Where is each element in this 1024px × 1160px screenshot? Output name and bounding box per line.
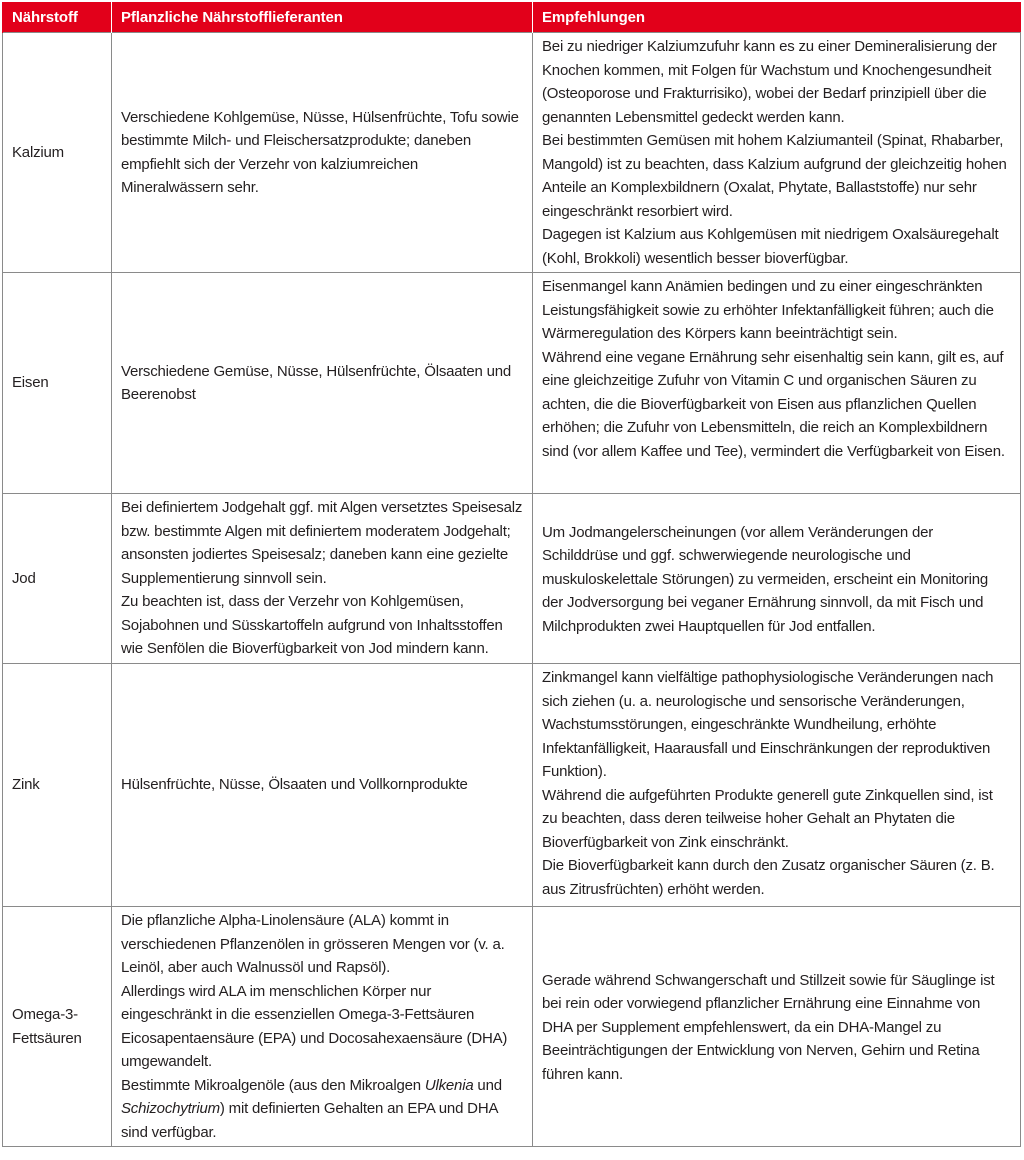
table-row	[3, 907, 1021, 1147]
table-row	[3, 33, 1021, 273]
recommendations-cell	[533, 907, 1021, 1147]
nutrient-cell: Omega-3-Fettsäuren	[3, 907, 112, 1147]
nutrient-table	[2, 2, 1021, 1147]
table-row	[3, 494, 1021, 664]
header-lieferanten: Pflanzliche Nährstofflieferanten	[112, 2, 533, 33]
header-empfehlungen: Empfehlungen	[533, 2, 1021, 33]
recommendations-cell	[533, 273, 1021, 494]
recommendation-paragraph: Die Bioverfügbarkeit kann durch den Zusatz organischer Säuren (z. B. aus Zitrusfrüchten) erhöht werden.	[542, 857, 995, 898]
sources-text: ) mit definierten Gehalten an EPA und DHA sind verfügbar.	[121, 1100, 498, 1141]
nutrient-cell: Jod	[3, 494, 112, 664]
sources-text: Bestimmte Mikroalgenöle (aus den Mikroalgen	[121, 1076, 425, 1094]
recommendation-paragraph: Gerade während Schwangerschaft und Stillzeit sowie für Säuglinge ist bei rein oder vorwiegend pflanzlicher Ernährung eine Einnahme von DHA per Supplement empfehlenswert, da ein DHA-Mangel zu Beeinträchtigungen der Entwicklung von Nerven, Gehirn und Retina führen kann.	[542, 971, 995, 1083]
nutrient-cell: Eisen	[3, 273, 112, 494]
species-ulkenia: Ulkenia	[424, 1076, 474, 1094]
recommendation-paragraph: Eisenmangel kann Anämien bedingen und zu einer eingeschränkten Leistungsfähigkeit sowie zu erhöhter Infektanfälligkeit führen; auch die Wärmeregulation des Körpers kann beeinträchtigt sein.	[542, 278, 994, 342]
nutrient-cell: Zink	[3, 664, 112, 907]
sources-cell: Verschiedene Gemüse, Nüsse, Hülsenfrüchte, Ölsaaten und Beerenobst	[112, 273, 533, 494]
sources-text: und	[473, 1076, 502, 1094]
recommendation-paragraph: Während die aufgeführten Produkte generell gute Zinkquellen sind, ist zu beachten, dass deren teilweise hoher Gehalt an Phytaten die Bioverfügbarkeit von Zink einschränkt.	[542, 786, 993, 851]
sources-paragraph: Bei definiertem Jodgehalt ggf. mit Algen versetztes Speisesalz bzw. bestimmte Algen mit definiertem moderatem Jodgehalt; ansonsten jodiertes Speisesalz; daneben kann eine gezielte Supplementierung sinnvoll sein.	[121, 499, 523, 587]
sources-cell: Verschiedene Kohlgemüse, Nüsse, Hülsenfrüchte, Tofu sowie bestimmte Milch- und Fleischersatzprodukte; daneben empfiehlt sich der Verzehr von kalziumreichen Mineralwässern sehr.	[112, 33, 533, 273]
recommendation-paragraph: Zinkmangel kann vielfältige pathophysiologische Veränderungen nach sich ziehen (u. a. neurologische und sensorische Veränderungen, Wachstumsstörungen, eingeschränkte Wundheilung, erhöhte Infektanfälligkeit, Haarausfall und Einschränkungen der reproduktiven Funktion).	[542, 669, 994, 780]
nutrient-table-container	[2, 2, 1020, 1147]
sources-cell: Hülsenfrüchte, Nüsse, Ölsaaten und Vollkornprodukte	[112, 664, 533, 907]
nutrient-cell: Kalzium	[3, 33, 112, 273]
recommendation-paragraph: Um Jodmangelerscheinungen (vor allem Veränderungen der Schilddrüse und ggf. schwerwiegende neurologische und muskuloskelettale Störungen) zu vermeiden, erscheint ein Monitoring der Jodversorgung bei veganer Ernährung sinnvoll, da mit Fisch und Milchprodukten zwei Hauptquellen für Jod entfallen.	[542, 523, 989, 635]
table-row	[3, 664, 1021, 907]
species-schizochytrium: Schizochytrium	[121, 1100, 220, 1117]
sources-paragraph: Allerdings wird ALA im menschlichen Körper nur eingeschränkt in die essenziellen Omega-3-Fettsäuren Eicosapentaensäure (EPA) und Docosahexaensäure (DHA) umgewandelt.	[121, 982, 508, 1070]
sources-paragraph: Die pflanzliche Alpha-Linolensäure (ALA) kommt in verschiedenen Pflanzenölen in grösseren Mengen vor (v. a. Leinöl, aber auch Walnussöl und Rapsöl).	[121, 912, 505, 976]
recommendation-paragraph: Bei bestimmten Gemüsen mit hohem Kalziumanteil (Spinat, Rhabarber, Mangold) ist zu beachten, dass Kalzium aufgrund der gleichzeitig hohen Anteile an Komplexbildnern (Oxalat, Phytate, Ballaststoffe) nur sehr eingeschränkt resorbiert wird.	[542, 132, 1007, 220]
table-header-row	[3, 2, 1021, 33]
sources-paragraph: Zu beachten ist, dass der Verzehr von Kohlgemüsen, Sojabohnen und Süsskartoffeln aufgrund von Inhaltsstoffen wie Senfölen die Bioverfügbarkeit von Jod mindern kann.	[121, 593, 503, 658]
sources-paragraph	[121, 1074, 523, 1145]
sources-cell	[112, 494, 533, 664]
header-naehrstoff: Nährstoff	[3, 2, 112, 33]
recommendations-cell	[533, 664, 1021, 907]
recommendations-cell	[533, 33, 1021, 273]
recommendations-cell	[533, 494, 1021, 664]
sources-cell	[112, 907, 533, 1147]
recommendation-paragraph: Während eine vegane Ernährung sehr eisenhaltig sein kann, gilt es, auf eine gleichzeitige Zufuhr von Vitamin C und organischen Säuren zu achten, die die Bioverfügbarkeit von Eisen aus pflanzlichen Quellen erhöhen; die Zufuhr von Lebensmitteln, die reich an Komplexbildnern sind (vor allem Kaffee und Tee), vermindert die Verfügbarkeit von Eisen.	[542, 348, 1005, 460]
recommendation-paragraph: Bei zu niedriger Kalziumzufuhr kann es zu einer Demineralisierung der Knochen kommen, mit Folgen für Wachstum und Knochengesundheit (Osteoporose und Frakturrisiko), wobei der Bedarf prinzipiell über die genannten Lebensmittel gedeckt werden kann.	[542, 38, 997, 126]
recommendation-paragraph: Dagegen ist Kalzium aus Kohlgemüsen mit niedrigem Oxalsäuregehalt (Kohl, Brokkoli) wesentlich besser bioverfügbar.	[542, 226, 999, 267]
table-row	[3, 273, 1021, 494]
